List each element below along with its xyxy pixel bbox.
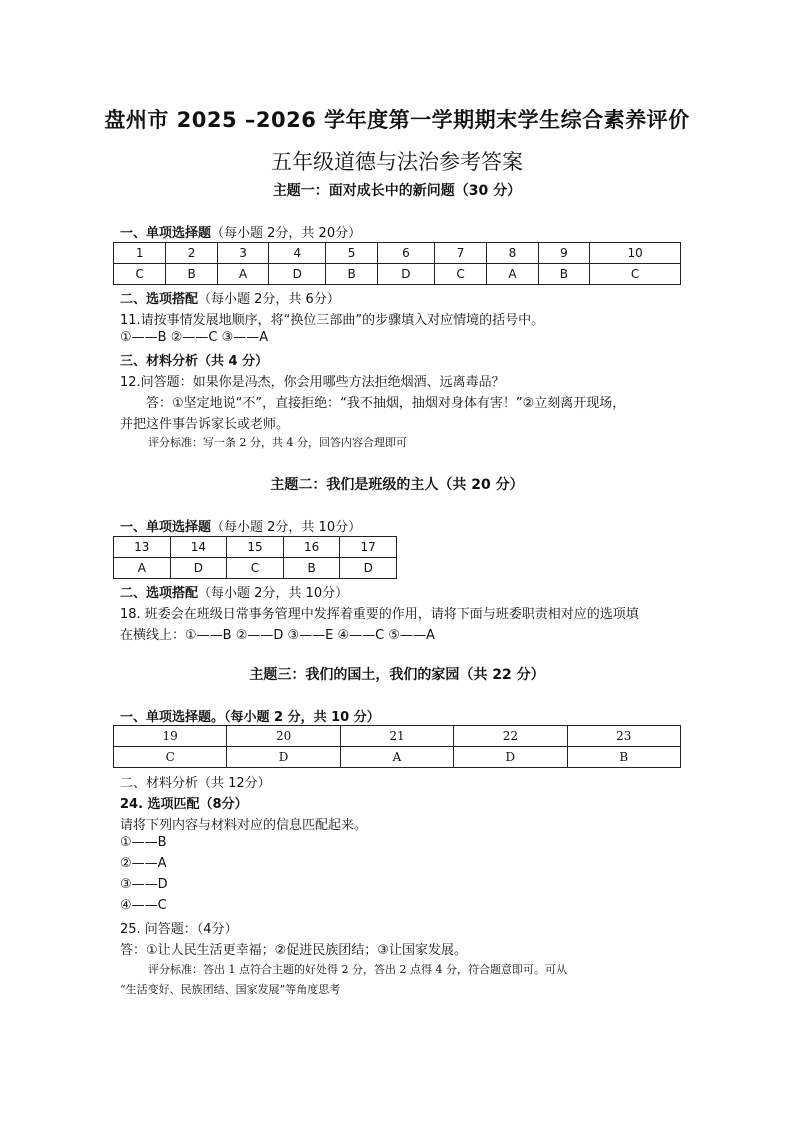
question-24-answer-4: ④——C bbox=[120, 898, 167, 913]
table-cell: 4 bbox=[269, 243, 326, 264]
question-18-line2: 在横线上：①——B ②——D ③——E ④——C ⑤——A bbox=[120, 628, 435, 643]
table-cell: 10 bbox=[590, 243, 681, 264]
table-cell: C bbox=[227, 558, 284, 579]
table-cell: D bbox=[227, 747, 340, 768]
theme3-answer-table bbox=[113, 725, 681, 768]
question-25-answer: 答：①让人民生活更幸福；②促进民族团结；③让国家发展。 bbox=[120, 943, 467, 958]
document-subtitle: 五年级道德与法治参考答案 bbox=[271, 150, 523, 174]
table-cell: B bbox=[567, 747, 680, 768]
table-row-numbers bbox=[114, 726, 681, 747]
question-25: 25. 问答题：（4分） bbox=[120, 922, 238, 937]
table-cell: B bbox=[326, 264, 377, 285]
table-cell: 7 bbox=[434, 243, 486, 264]
table-cell: C bbox=[590, 264, 681, 285]
question-12-answer-line2: 并把这件事告诉家长或老师。 bbox=[120, 417, 290, 432]
table-cell: C bbox=[114, 264, 166, 285]
table-cell: A bbox=[340, 747, 453, 768]
table-cell: 21 bbox=[340, 726, 453, 747]
theme3-section2: 二、材料分析（共 12分） bbox=[120, 776, 271, 791]
theme1-answer-table bbox=[113, 242, 681, 285]
question-11-answer: ①——B ②——C ③——A bbox=[120, 330, 269, 345]
document-title: 盘州市 2025 –2026 学年度第一学期期末学生综合素养评价 bbox=[104, 108, 690, 132]
question-12-scoring: 评分标准：写一条 2 分，共 4 分，回答内容合理即可 bbox=[148, 436, 407, 449]
question-24-prompt: 请将下列内容与材料对应的信息匹配起来。 bbox=[120, 818, 368, 833]
table-row-numbers bbox=[114, 537, 397, 558]
table-row-answers bbox=[114, 264, 681, 285]
table-cell: 6 bbox=[377, 243, 434, 264]
section-label: 一、单项选择题 bbox=[120, 520, 212, 535]
question-25-scoring-line2: “生活变好、民族团结、国家发展”等角度思考 bbox=[120, 983, 341, 996]
theme1-section2 bbox=[120, 288, 340, 307]
theme2-heading: 主题二：我们是班级的主人（共 20 分） bbox=[270, 477, 524, 493]
section-label: 二、选项搭配 bbox=[120, 292, 199, 307]
question-11: 11.请按事情发展地顺序，将“换位三部曲”的步骤填入对应情境的括号中。 bbox=[120, 313, 545, 328]
section-note: （每小题 2分，共 10分） bbox=[211, 520, 362, 535]
table-cell: D bbox=[454, 747, 567, 768]
section-note: （每小题 2分，共 10分） bbox=[198, 586, 349, 601]
table-cell: 13 bbox=[114, 537, 171, 558]
table-cell: 1 bbox=[114, 243, 166, 264]
theme2-section2 bbox=[120, 582, 348, 601]
table-cell: A bbox=[114, 558, 171, 579]
question-25-scoring-line1: 评分标准：答出 1 点符合主题的好处得 2 分，答出 2 点得 4 分，符合题意即可。可从 bbox=[148, 963, 567, 976]
theme1-section3: 三、材料分析（共 4 分） bbox=[120, 354, 269, 369]
table-cell: C bbox=[114, 747, 227, 768]
section-label: 二、选项搭配 bbox=[120, 586, 199, 601]
table-row-answers bbox=[114, 747, 681, 768]
table-cell: D bbox=[269, 264, 326, 285]
question-24-answer-2: ②——A bbox=[120, 856, 167, 871]
section-note: （每小题 2分，共 6分） bbox=[198, 292, 340, 307]
table-cell: 17 bbox=[340, 537, 397, 558]
question-24: 24. 选项匹配（8分） bbox=[120, 797, 248, 812]
table-row-answers bbox=[114, 558, 397, 579]
table-cell: 16 bbox=[283, 537, 340, 558]
table-cell: C bbox=[434, 264, 486, 285]
table-cell: 3 bbox=[217, 243, 268, 264]
table-cell: 2 bbox=[166, 243, 217, 264]
table-cell: A bbox=[487, 264, 538, 285]
table-cell: D bbox=[170, 558, 227, 579]
question-12: 12.问答题：如果你是冯杰，你会用哪些方法拒绝烟酒、远离毒品？ bbox=[120, 375, 505, 390]
table-cell: 19 bbox=[114, 726, 227, 747]
table-cell: B bbox=[283, 558, 340, 579]
theme2-answer-table bbox=[113, 536, 397, 579]
section-label: 一、单项选择题 bbox=[120, 226, 212, 241]
table-cell: 15 bbox=[227, 537, 284, 558]
table-cell: D bbox=[340, 558, 397, 579]
table-cell: 5 bbox=[326, 243, 377, 264]
table-cell: B bbox=[166, 264, 217, 285]
table-cell: A bbox=[217, 264, 268, 285]
table-cell: 14 bbox=[170, 537, 227, 558]
question-24-answer-1: ①——B bbox=[120, 835, 167, 850]
table-cell: B bbox=[538, 264, 589, 285]
table-row-numbers bbox=[114, 243, 681, 264]
section-note: （每小题 2分，共 20分） bbox=[211, 226, 362, 241]
theme3-section1: 一、单项选择题。（每小题 2 分，共 10 分） bbox=[120, 710, 380, 725]
question-12-answer-line1: 答：①坚定地说“不”，直接拒绝：“我不抽烟，抽烟对身体有害！”②立刻离开现场， bbox=[146, 396, 626, 411]
table-cell: 23 bbox=[567, 726, 680, 747]
theme1-heading: 主题一：面对成长中的新问题（30 分） bbox=[272, 183, 522, 199]
question-24-answer-3: ③——D bbox=[120, 877, 168, 892]
question-18-line1: 18. 班委会在班级日常事务管理中发挥着重要的作用，请将下面与班委职责相对应的选项填 bbox=[120, 607, 639, 622]
table-cell: D bbox=[377, 264, 434, 285]
table-cell: 22 bbox=[454, 726, 567, 747]
table-cell: 8 bbox=[487, 243, 538, 264]
theme3-heading: 主题三：我们的国土，我们的家园（共 22 分） bbox=[249, 667, 545, 683]
table-cell: 20 bbox=[227, 726, 340, 747]
table-cell: 9 bbox=[538, 243, 589, 264]
theme2-section1 bbox=[120, 516, 361, 535]
theme1-section1 bbox=[120, 222, 361, 241]
